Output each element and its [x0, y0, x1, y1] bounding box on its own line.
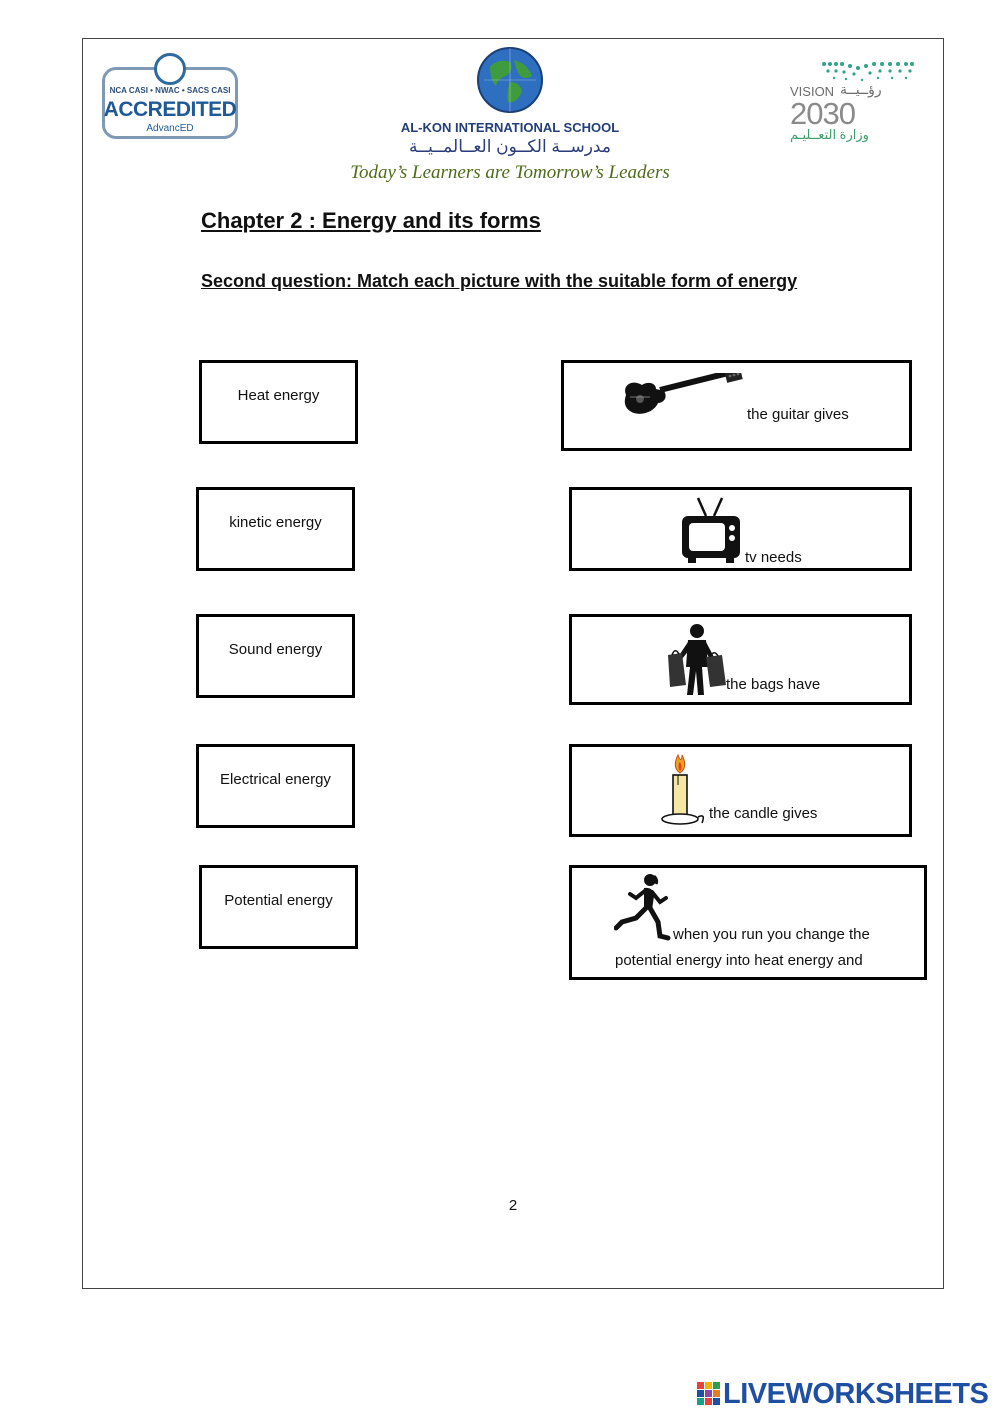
tv-icon [680, 496, 744, 566]
accreditation-badge [102, 53, 238, 151]
vision-year: 2030 [790, 96, 855, 131]
energy-label-card[interactable] [199, 865, 358, 949]
chapter-title: Chapter 2 : Energy and its forms [201, 208, 541, 233]
vision-label-ar: رؤــيــة [840, 81, 882, 97]
picture-card-tv[interactable] [569, 487, 912, 571]
card-caption-line1: when you run you change the [673, 926, 870, 943]
energy-label-card[interactable] [196, 614, 355, 698]
picture-card-guitar[interactable] [561, 360, 912, 451]
card-caption: the bags have [726, 676, 821, 693]
picture-card-runner[interactable] [569, 865, 927, 980]
badge-top-line: NCA CASI • NWAC • SACS CASI [109, 86, 231, 95]
ministry-name-ar: وزارة التعــليـم [790, 127, 869, 142]
badge-globe-icon [154, 53, 186, 85]
page-number: 2 [508, 1197, 518, 1214]
card-caption-line2: potential energy into heat energy and [615, 952, 863, 969]
energy-label-card[interactable] [196, 744, 355, 828]
school-name-en: AL-KON INTERNATIONAL SCHOOL [400, 120, 620, 135]
energy-label-text: Sound energy [228, 641, 323, 658]
card-caption: tv needs [745, 549, 802, 566]
card-caption: the guitar gives [747, 406, 849, 423]
badge-accredited: ACCREDITED [103, 98, 237, 121]
energy-label-text: Heat energy [237, 387, 320, 404]
liveworksheets-logo-icon [697, 1382, 721, 1406]
question-title: Second question: Match each picture with the suitable form of energy [201, 271, 798, 291]
runner-icon [614, 872, 674, 942]
picture-card-candle[interactable] [569, 744, 912, 837]
vision-label: VISION [790, 84, 835, 99]
candle-icon [658, 751, 708, 827]
person-with-bags-icon [660, 623, 730, 697]
school-motto: Today’s Learners are Tomorrow’s Leaders [350, 162, 670, 183]
energy-label-card[interactable] [196, 487, 355, 571]
card-caption: the candle gives [709, 805, 818, 822]
school-globe-icon [476, 46, 544, 114]
guitar-icon [620, 373, 746, 419]
badge-advanced: AdvancED [146, 123, 194, 134]
energy-label-text: kinetic energy [229, 514, 322, 531]
energy-label-card[interactable] [199, 360, 358, 444]
liveworksheets-wordmark: LIVEWORKSHEETS [723, 1378, 989, 1410]
picture-card-bags[interactable] [569, 614, 912, 705]
energy-label-text: Electrical energy [220, 771, 331, 788]
energy-label-text: Potential energy [224, 892, 333, 909]
school-name-ar: مدرســة الكــون العــالمــيــة [409, 137, 611, 156]
